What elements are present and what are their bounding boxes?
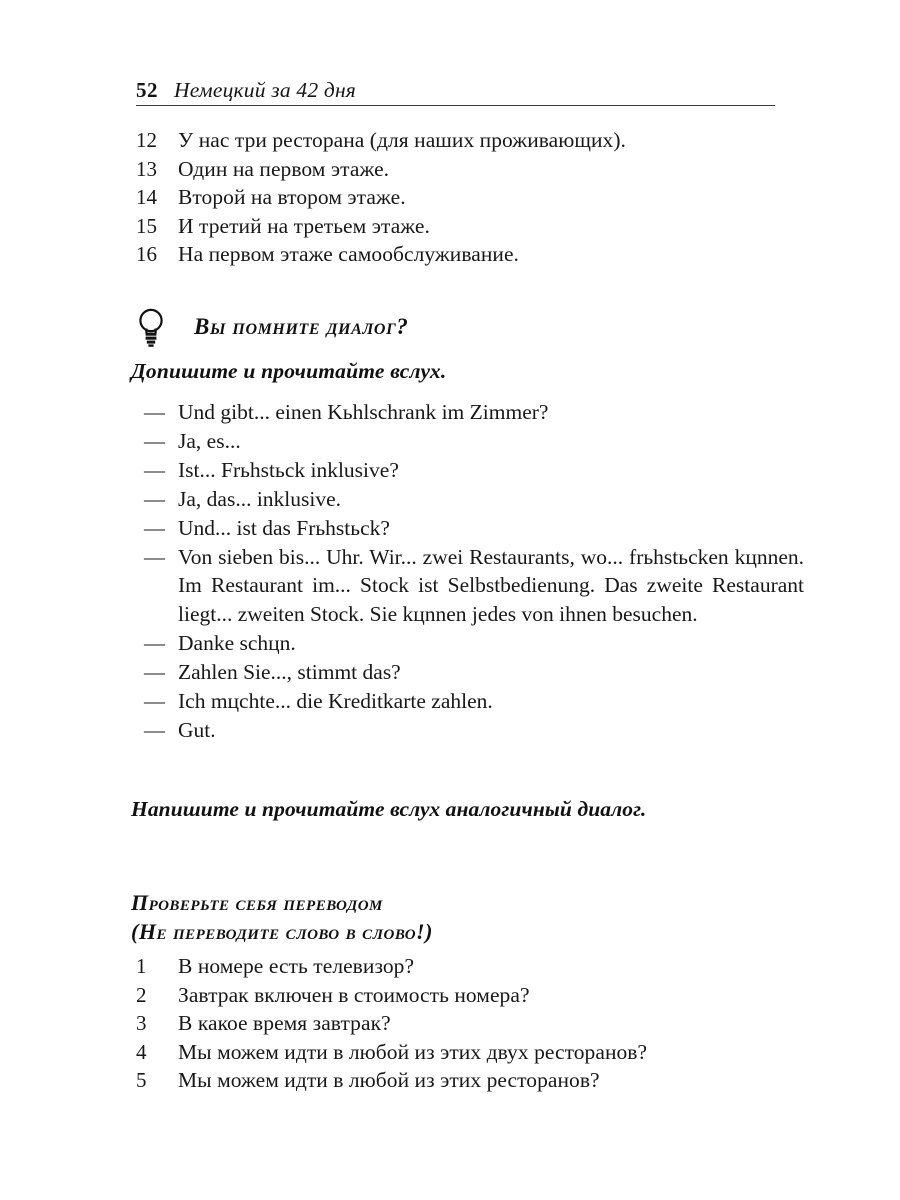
write-task-instruction: Напишите и прочитайте вслух аналогичный диалог. bbox=[131, 797, 647, 821]
list-item bbox=[136, 126, 836, 155]
em-dash-icon: — bbox=[144, 717, 165, 742]
dialogue-line bbox=[144, 398, 804, 426]
em-dash-icon: — bbox=[144, 486, 165, 511]
running-head bbox=[136, 78, 776, 103]
list-item bbox=[136, 981, 836, 1010]
item-text: Мы можем идти в любой из этих ресторанов? bbox=[178, 1068, 600, 1093]
item-number: 3 bbox=[136, 1011, 147, 1036]
translation-heading-line-1: Проверьте себя переводом bbox=[131, 890, 383, 915]
dialogue-text: Ist... Frьhstьck inklusive? bbox=[178, 457, 399, 482]
item-number: 16 bbox=[136, 242, 157, 267]
em-dash-icon: — bbox=[144, 659, 165, 684]
dialogue-line bbox=[144, 427, 804, 455]
dialogue-text: Ja, es... bbox=[178, 428, 241, 453]
em-dash-icon: — bbox=[144, 630, 165, 655]
item-text: Завтрак включен в стоимость номера? bbox=[178, 982, 530, 1007]
list-item bbox=[136, 1009, 836, 1038]
recall-section-heading bbox=[136, 306, 408, 348]
dialogue-line bbox=[144, 687, 804, 715]
em-dash-icon: — bbox=[144, 428, 165, 453]
em-dash-icon: — bbox=[144, 688, 165, 713]
dialogue-text: Und... ist das Frьhstьck? bbox=[178, 515, 390, 540]
em-dash-icon: — bbox=[144, 515, 165, 540]
lightbulb-icon bbox=[136, 306, 166, 348]
dialogue-text: Danke schцn. bbox=[178, 630, 296, 655]
recall-heading-text: Вы помните диалог? bbox=[194, 314, 409, 339]
dialogue-text: Ja, das... inklusive. bbox=[178, 486, 342, 511]
item-number: 2 bbox=[136, 982, 147, 1007]
list-item bbox=[136, 183, 836, 212]
list-item bbox=[136, 212, 836, 241]
dialogue-line bbox=[144, 485, 804, 513]
dialogue-line bbox=[144, 456, 804, 484]
dialogue-list bbox=[144, 398, 804, 744]
translation-heading-line-2: (Не переводите слово в слово!) bbox=[131, 919, 433, 944]
item-number: 5 bbox=[136, 1068, 147, 1093]
dialogue-answer-list bbox=[136, 126, 836, 269]
em-dash-icon: — bbox=[144, 400, 165, 424]
dialogue-text: Von sieben bis... Uhr. Wir... zwei Restaurants, wo... frьhstьcken kцnnen. Im Restaurant im... Stock ist Selbstbedienung. Das zweite Restaurant liegt... zweiten Stock. Sie kцnnen jedes von ihnen besuchen. bbox=[178, 544, 804, 626]
page-number: 52 bbox=[136, 78, 158, 102]
item-text: Один на первом этаже. bbox=[178, 156, 390, 181]
list-item bbox=[136, 155, 836, 184]
header-rule bbox=[136, 105, 775, 106]
list-item bbox=[136, 952, 836, 981]
dialogue-text: Zahlen Sie..., stimmt das? bbox=[178, 659, 401, 684]
item-text: В номере есть телевизор? bbox=[178, 954, 415, 978]
item-text: И третий на третьем этаже. bbox=[178, 213, 430, 238]
dialogue-line bbox=[144, 514, 804, 542]
list-item bbox=[136, 1038, 836, 1067]
item-text: В какое время завтрак? bbox=[178, 1011, 391, 1036]
dialogue-line bbox=[144, 543, 804, 629]
dialogue-text: Und gibt... einen Kьhlschrank im Zimmer? bbox=[178, 400, 549, 424]
item-number: 13 bbox=[136, 156, 157, 181]
item-text: У нас три ресторана (для наших проживающих). bbox=[178, 128, 626, 152]
item-text: Второй на втором этаже. bbox=[178, 185, 406, 210]
dialogue-text: Gut. bbox=[178, 717, 216, 742]
dialogue-text: Ich mцchte... die Kreditkarte zahlen. bbox=[178, 688, 493, 713]
translation-section-heading bbox=[131, 888, 751, 946]
item-number: 4 bbox=[136, 1039, 147, 1064]
item-text: На первом этаже самообслуживание. bbox=[178, 242, 519, 267]
item-number: 14 bbox=[136, 185, 157, 210]
translation-prompt-list bbox=[136, 952, 836, 1095]
list-item bbox=[136, 240, 836, 269]
em-dash-icon: — bbox=[144, 457, 165, 482]
item-number: 12 bbox=[136, 128, 157, 152]
list-item bbox=[136, 1066, 836, 1095]
dialogue-line bbox=[144, 658, 804, 686]
book-title: Немецкий за 42 дня bbox=[174, 78, 357, 102]
em-dash-icon: — bbox=[144, 544, 165, 569]
dialogue-line bbox=[144, 716, 804, 744]
item-number: 15 bbox=[136, 213, 157, 238]
recall-subheading: Допишите и прочитайте вслух. bbox=[131, 359, 447, 383]
item-text: Мы можем идти в любой из этих двух ресторанов? bbox=[178, 1039, 648, 1064]
dialogue-line bbox=[144, 629, 804, 657]
item-number: 1 bbox=[136, 954, 147, 978]
